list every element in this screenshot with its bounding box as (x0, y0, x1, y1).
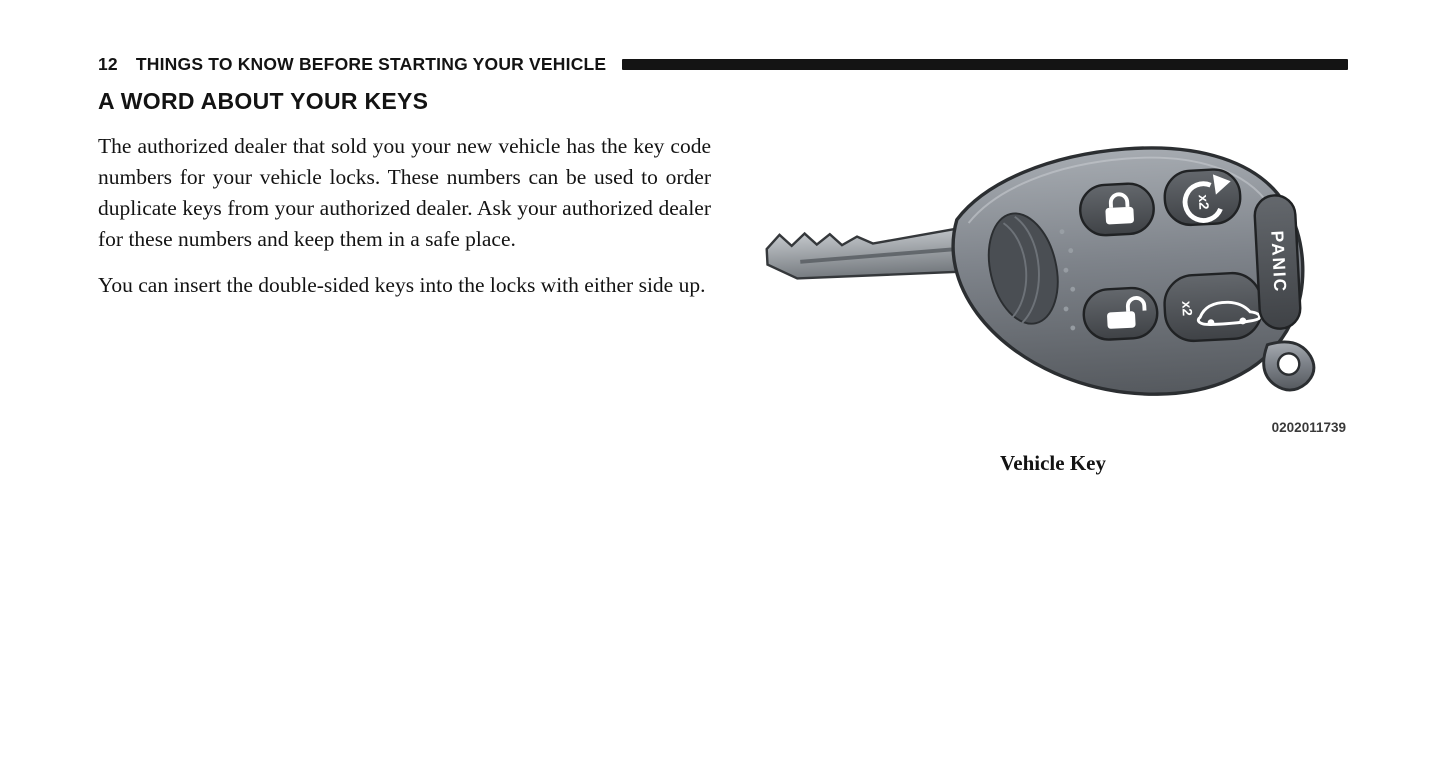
figure-number: 0202011739 (1271, 420, 1346, 435)
unlock-button (1083, 287, 1159, 341)
remote-start-button (1163, 168, 1241, 226)
lock-button (1079, 182, 1155, 236)
panic-label: PANIC (1267, 230, 1291, 294)
page-number: 12 (98, 54, 118, 74)
vehicle-key-figure (758, 126, 1348, 476)
keyring-loop (1263, 340, 1315, 391)
trunk-button (1163, 272, 1263, 343)
section-heading: A WORD ABOUT YOUR KEYS (98, 88, 429, 114)
paragraph-1: The authorized dealer that sold you your new vehicle has the key code numbers for your vehicle locks. These numbers can be used to order duplicate keys from your authorized dealer. Ask your authorized dealer for these numbers and keep them in a safe place. (98, 134, 711, 251)
keyring-hole (1277, 353, 1299, 375)
page-header (98, 54, 1348, 75)
panic-button (1254, 194, 1302, 329)
remote-start-x2-label: x2 (1195, 194, 1212, 210)
body-text (98, 131, 711, 316)
chapter-title: THINGS TO KNOW BEFORE STARTING YOUR VEHICLE (135, 54, 607, 74)
header-rule-bar (622, 59, 1348, 70)
figure-caption: Vehicle Key (1000, 451, 1106, 475)
paragraph-2: You can insert the double-sided keys into the locks with either side up. (98, 273, 706, 297)
key-blade (766, 225, 975, 282)
trunk-x2-label: x2 (1179, 300, 1195, 317)
vehicle-key-illustration (758, 126, 1343, 416)
